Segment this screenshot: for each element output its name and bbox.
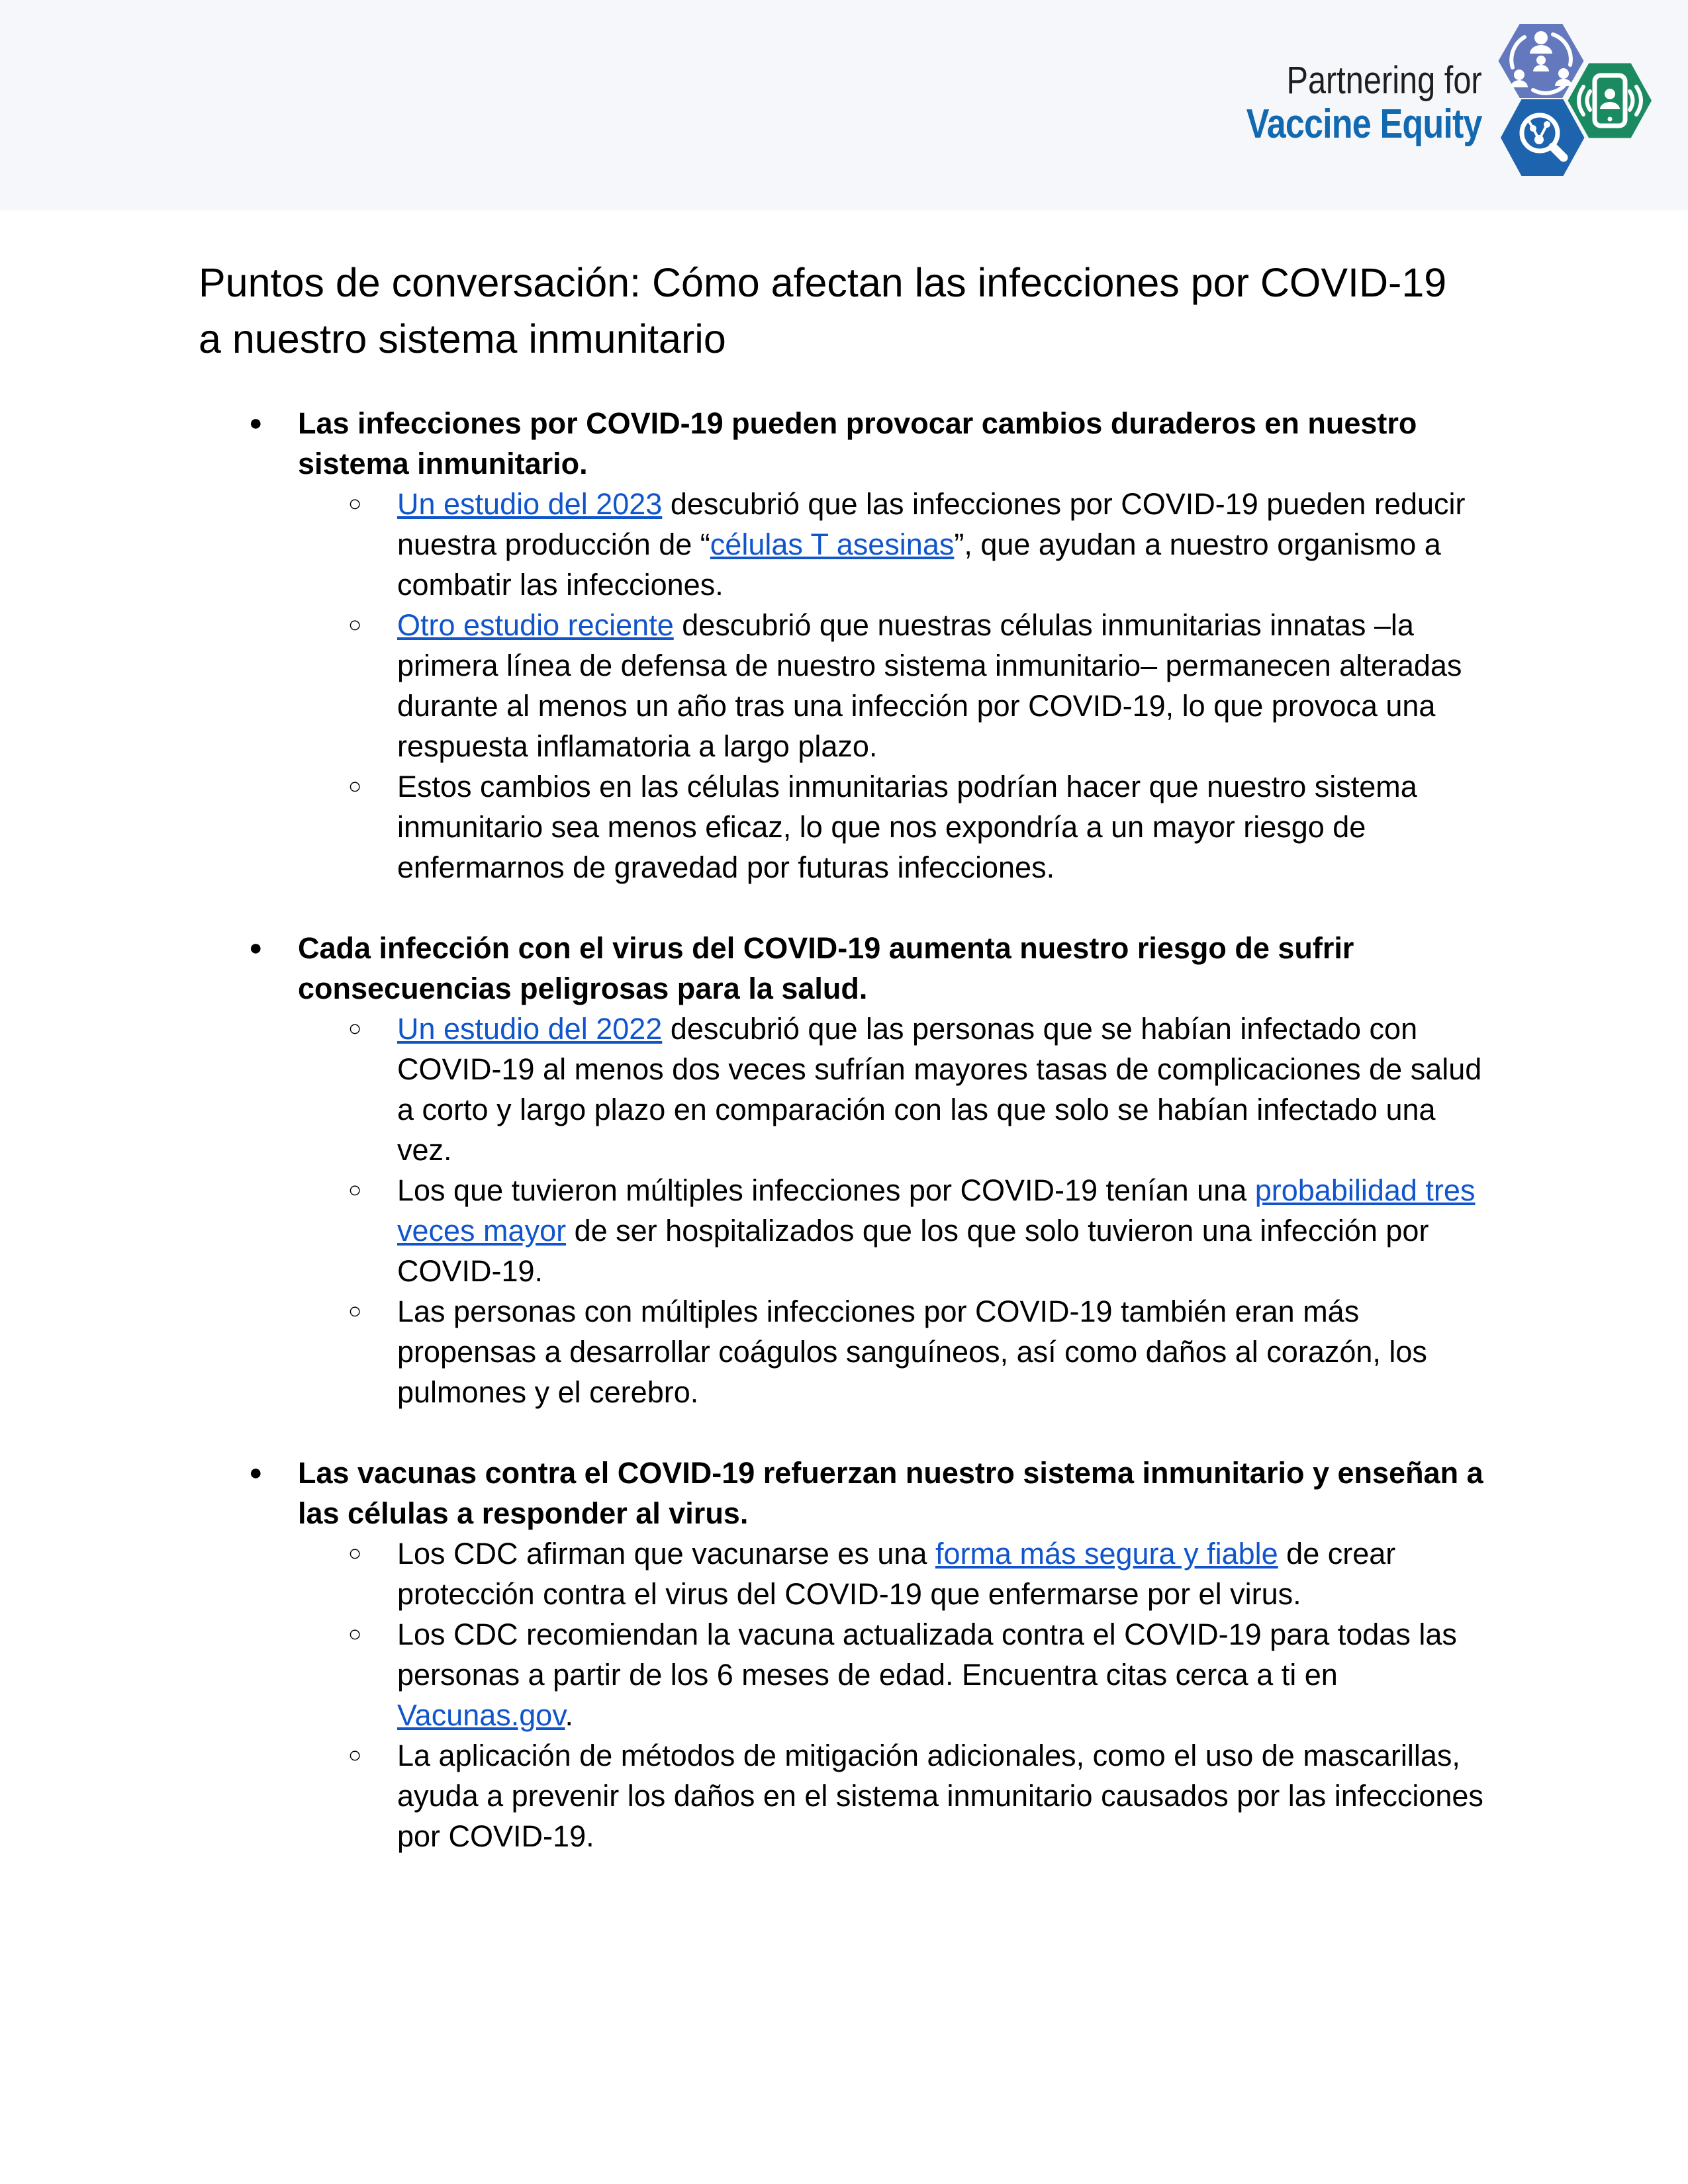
bullet-item [199,403,1496,484]
sub-bullet-text [397,1012,1481,1167]
circle-bullet-icon: ○ [348,1541,362,1566]
circle-bullet-icon: ○ [348,1016,362,1041]
pfve-logo-text [1246,60,1482,147]
sub-bullet-text [397,1617,1457,1732]
mobile-phone-icon [1568,64,1652,138]
bullet-heading: Cada infección con el virus del COVID-19 aumenta nuestro riesgo de sufrir consecuencias peligrosas para la salud. [298,931,1354,1005]
sub-bullet-item [199,1009,1496,1170]
pfve-logo [1201,24,1652,176]
topic-section-3 [199,1453,1496,1856]
text-run: descubrió que las personas que se habían infectado con COVID-19 al menos dos veces sufrían mayores tasas de complicaciones de salud a corto y largo plazo en comparación con las que solo se habían infectado una vez. [397,1012,1482,1167]
sub-bullet-text [397,1173,1475,1288]
bullet-item [199,1453,1496,1533]
text-run: Los CDC recomiendan la vacuna actualizada contra el COVID-19 para todas las personas a partir de los 6 meses de edad. Encuentra citas cerca a ti en [397,1617,1457,1692]
sub-bullet-text [397,608,1462,763]
circle-bullet-icon: ○ [348,1177,362,1203]
document-content [0,255,1688,1856]
text-run: descubrió que las infecciones por COVID-19 pueden reducir nuestra producción de “ [397,487,1466,561]
circle-bullet-icon: ○ [348,1621,362,1647]
page-title-line-1: Puntos de conversación: Cómo afectan las infecciones por COVID-19 [199,260,1447,305]
magnifier-molecule-icon [1501,99,1585,176]
sub-bullet-item [199,1170,1496,1291]
text-run: Estos cambios en las células inmunitarias podrían hacer que nuestro sistema inmunitario sea menos eficaz, lo que nos expondría a un mayor riesgo de enfermarnos de gravedad por futuras infecciones. [397,770,1417,884]
page-title-line-2: a nuestro sistema inmunitario [199,316,726,361]
sub-bullet-text [397,770,1417,884]
bullet-dot-icon: ● [249,1460,263,1485]
sub-bullet-item [199,1291,1496,1412]
inline-link[interactable]: Un estudio del 2022 [397,1012,663,1046]
community-people-icon [1499,24,1584,98]
header-banner [0,0,1688,210]
bullet-heading: Las infecciones por COVID-19 pueden provocar cambios duraderos en nuestro sistema inmunitario. [298,406,1417,480]
sub-bullet-item [199,605,1496,766]
bullet-dot-icon: ● [249,935,263,960]
text-run: Las personas con múltiples infecciones por COVID-19 también eran más propensas a desarrollar coágulos sanguíneos, así como daños al corazón, los pulmones y el cerebro. [397,1295,1427,1409]
inline-link[interactable]: Un estudio del 2023 [397,487,663,521]
text-run: Los CDC afirman que vacunarse es una [397,1537,935,1570]
inline-link[interactable]: probabilidad tres veces mayor [397,1173,1476,1248]
circle-bullet-icon: ○ [348,1298,362,1324]
text-run: ”, que ayudan a nuestro organismo a combatir las infecciones. [397,527,1441,602]
sub-bullet-item [199,766,1496,887]
sub-bullet-item [199,1614,1496,1735]
circle-bullet-icon: ○ [348,774,362,799]
page-title [199,255,1496,367]
sub-bullet-text [397,1537,1395,1611]
bullet-dot-icon: ● [249,410,263,435]
sub-bullet-text [397,1295,1427,1409]
topic-section-1 [199,403,1496,887]
logo-text-vaccine-equity: Vaccine Equity [1246,101,1482,147]
inline-link[interactable]: forma más segura y fiable [935,1537,1278,1570]
logo-text-partnering-for: Partnering for [1286,59,1482,102]
text-run: Los que tuvieron múltiples infecciones por COVID-19 tenían una [397,1173,1255,1207]
bullet-sections [199,403,1496,1856]
inline-link[interactable]: células T asesinas [710,527,955,561]
text-run: de crear protección contra el virus del COVID-19 que enfermarse por el virus. [397,1537,1396,1611]
topic-section-2 [199,928,1496,1412]
sub-bullet-item [199,1533,1496,1614]
bullet-item [199,928,1496,1009]
sub-bullet-item [199,1735,1496,1856]
circle-bullet-icon: ○ [348,612,362,637]
hexagon-cluster-icon [1498,24,1652,176]
sub-bullet-text [397,487,1466,602]
circle-bullet-icon: ○ [348,1743,362,1768]
text-run: descubrió que nuestras células inmunitarias innatas –la primera línea de defensa de nuestro sistema inmunitario– permanecen alteradas durante al menos un año tras una infección por COVID-19, lo que provoca una respuesta inflamatoria a largo plazo. [397,608,1462,763]
inline-link[interactable]: Vacunas.gov [397,1698,565,1732]
sub-bullet-text [397,1739,1483,1853]
bullet-heading: Las vacunas contra el COVID-19 refuerzan nuestro sistema inmunitario y enseñan a las células a responder al virus. [298,1456,1483,1530]
text-run: La aplicación de métodos de mitigación adicionales, como el uso de mascarillas, ayuda a prevenir los daños en el sistema inmunitario causados por las infecciones por COVID-19. [397,1739,1483,1853]
text-run: de ser hospitalizados que los que solo tuvieron una infección por COVID-19. [397,1214,1429,1288]
text-run: . [565,1698,574,1732]
sub-bullet-item [199,484,1496,605]
circle-bullet-icon: ○ [348,491,362,516]
inline-link[interactable]: Otro estudio reciente [397,608,674,642]
